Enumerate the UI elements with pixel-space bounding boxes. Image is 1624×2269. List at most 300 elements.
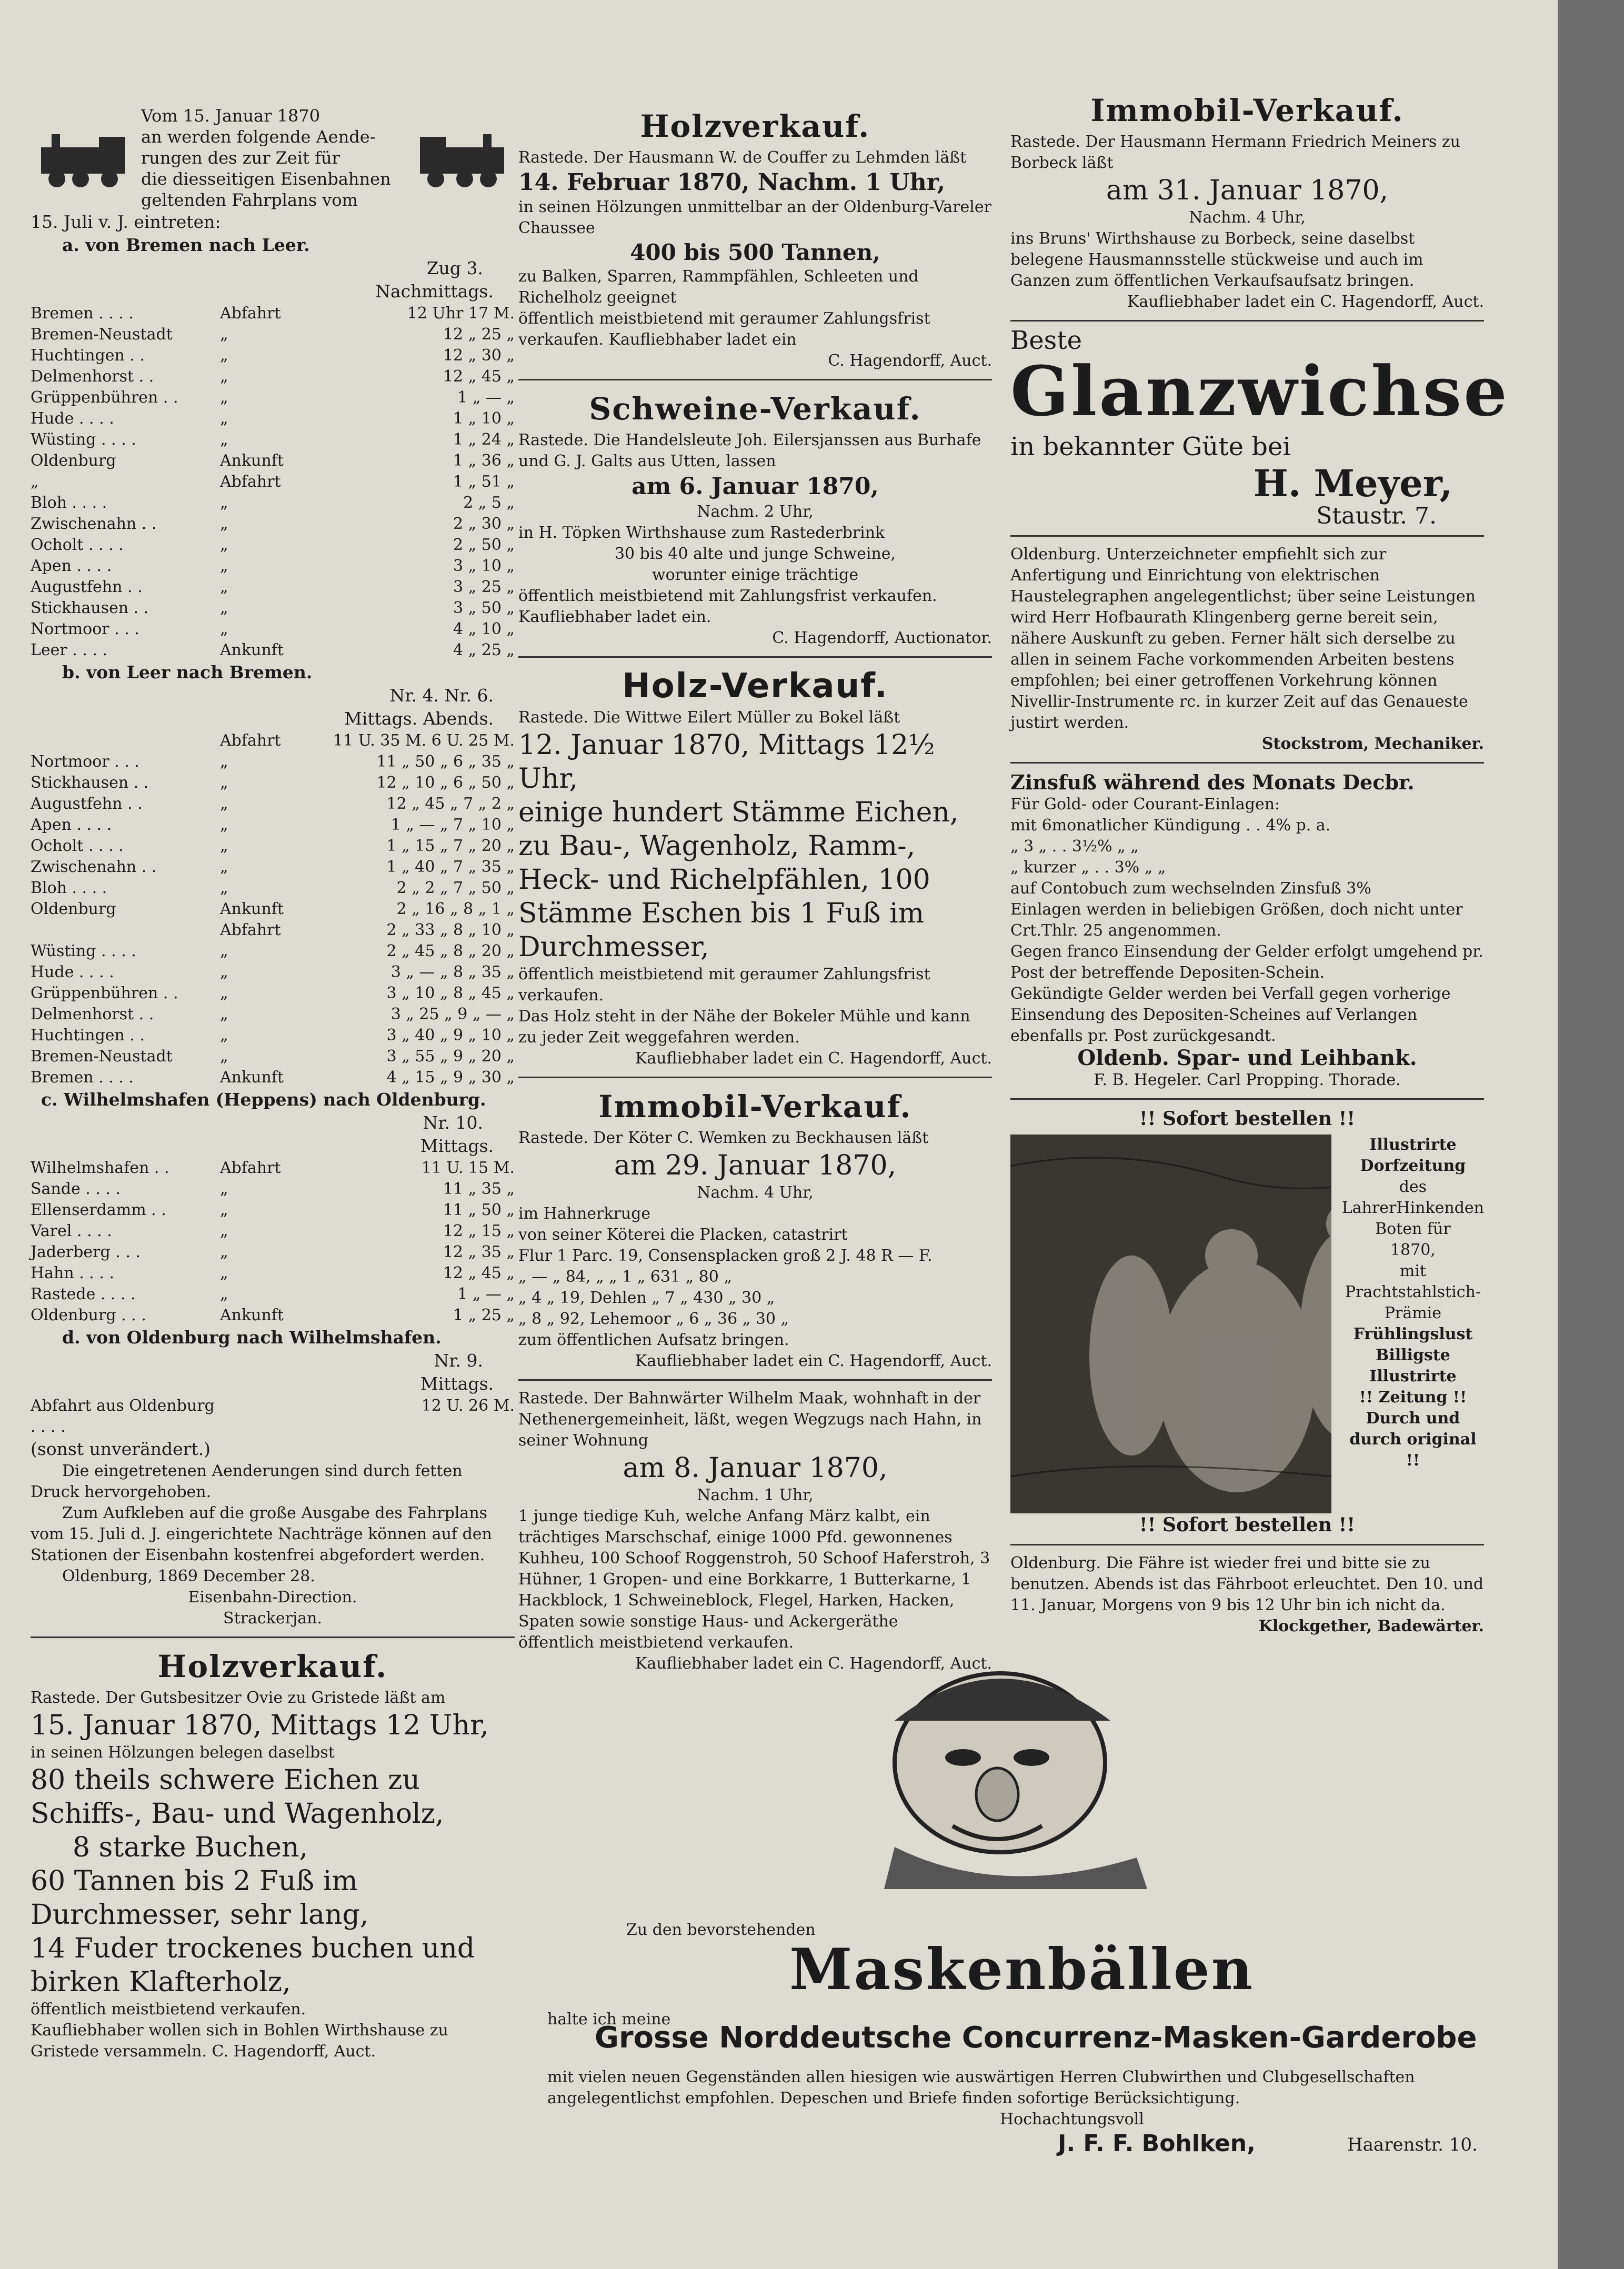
- table-cell: Nortmoor . . .: [31, 752, 139, 771]
- table-row: [31, 730, 515, 751]
- table-row: [31, 1158, 515, 1179]
- table-cell: 12 „ 45 „: [443, 1264, 515, 1282]
- table-cell: „: [220, 494, 228, 512]
- ad-title: Immobil-Verkauf.: [598, 1089, 912, 1125]
- note: (sonst unverändert.): [31, 1439, 211, 1459]
- ad-line: !! Zeitung !!: [1359, 1388, 1467, 1407]
- ad-line: zu Balken, Sparren, Rammpfählen, Schleeten und Richelholz geeignet: [518, 267, 919, 307]
- table-cell: [31, 730, 220, 751]
- ad-line: öffentlich meistbietend verkaufen.: [31, 2000, 306, 2019]
- ad-line: mit Prachtstahlstich-Prämie: [1345, 1262, 1481, 1322]
- ad-line: „ 3 „ . . 3½% „ „: [1010, 837, 1139, 856]
- merchant-name: H. Meyer,: [1253, 461, 1452, 505]
- ad-line: Billigste: [1376, 1346, 1450, 1364]
- table-cell: Abfahrt: [220, 473, 281, 491]
- table-cell: 4 „ 10 „: [453, 620, 515, 638]
- table-cell: 12 „ 45 „: [443, 367, 515, 386]
- ad-line: am 8. Januar 1870,: [623, 1452, 888, 1484]
- glanzwichse-heading: Glanzwichse: [1010, 351, 1509, 431]
- table-cell: „: [220, 752, 228, 771]
- ad-line: „ 8 „ 92, Lehemoor „ 6 „ 36 „ 30 „: [518, 1310, 789, 1328]
- ad-line: des: [1399, 1178, 1427, 1196]
- times-heads: Mittags. Abends.: [344, 708, 494, 729]
- ad-line: Nachm. 1 Uhr,: [697, 1486, 814, 1504]
- table-row: [31, 366, 515, 387]
- table-cell: „: [220, 963, 228, 981]
- locomotive-icon: [31, 126, 136, 189]
- table-cell: Hude . . . .: [31, 409, 114, 428]
- divider: [1010, 1098, 1484, 1100]
- table-row: [31, 878, 515, 899]
- table-cell: „: [220, 1047, 228, 1066]
- table-cell: 2 „ 5 „: [463, 494, 515, 512]
- ad-line: Illustrirte: [1369, 1136, 1457, 1154]
- table-cell: „: [220, 430, 228, 449]
- table-cell: 11 U. 15 M.: [421, 1159, 515, 1177]
- ad-line: Rastede. Der Hausmann W. de Couffer zu Lehmden läßt: [518, 148, 967, 167]
- divider: [518, 1077, 992, 1078]
- table-row: [31, 772, 515, 794]
- ad-line: Das Holz steht in der Nähe der Bokeler Mühle und kann zu jeder Zeit weggefahren werden.: [518, 1007, 970, 1047]
- table-cell: „: [220, 858, 228, 876]
- ad-line: Für Gold- oder Courant-Einlagen:: [1010, 795, 1280, 814]
- table-cell: 1 „ — „: [457, 1285, 515, 1303]
- ad-line: am 29. Januar 1870,: [614, 1150, 897, 1181]
- table-cell: „: [220, 346, 228, 365]
- table-row: [31, 577, 515, 598]
- table-cell: Zwischenahn . .: [31, 858, 157, 876]
- table-row: [31, 303, 515, 324]
- table-cell: „: [220, 557, 228, 575]
- table-cell: Zwischenahn . .: [31, 515, 157, 533]
- table-cell: „: [220, 942, 228, 960]
- ad-title: Holzverkauf.: [640, 108, 870, 144]
- table-row: [31, 1067, 515, 1088]
- ad-signature: Stockstrom, Mechaniker.: [1261, 735, 1484, 753]
- ad-line: in H. Töpken Wirthshause zum Rastederbrink: [518, 524, 885, 542]
- table-cell: Stickhausen . .: [31, 774, 149, 792]
- signature: Strackerjan.: [223, 1609, 322, 1628]
- table-cell: Ankunft: [220, 900, 284, 918]
- table-cell: Bloh . . . .: [31, 494, 107, 512]
- table-cell: 12 „ 15 „: [443, 1222, 515, 1240]
- table-cell: Bremen-Neustadt: [31, 325, 173, 344]
- maskenballen-heading: Maskenbällen: [789, 1936, 1255, 2003]
- garderobe-heading: Grosse Norddeutsche Concurrenz-Masken-Garderobe: [595, 2021, 1477, 2055]
- table-cell: Bremen . . . .: [31, 304, 134, 323]
- time-of-day: Nachmittags.: [375, 281, 494, 302]
- table-row: [31, 962, 515, 983]
- table-cell: Augustfehn . .: [31, 578, 143, 596]
- table-row: [31, 1395, 515, 1438]
- header-line: Vom 15. Januar 1870: [141, 106, 320, 126]
- table-cell: Ankunft: [220, 641, 284, 659]
- ad-line: 400 bis 500 Tannen,: [630, 239, 880, 265]
- route-a-heading: a. von Bremen nach Leer.: [62, 235, 310, 255]
- table-cell: Ankunft: [220, 1068, 284, 1087]
- ad-title: Holz-Verkauf.: [622, 667, 888, 706]
- bottom-line: mit vielen neuen Gegenständen allen hiesigen wie auswärtigen Herren Clubwirthen und Clubgesellschaften: [547, 2068, 1415, 2086]
- ad-line: Illustrirte: [1369, 1367, 1457, 1386]
- table-cell: Bremen . . . .: [31, 1068, 134, 1087]
- table-cell: 1 „ — „: [457, 388, 515, 407]
- column-3: [1010, 89, 1509, 1637]
- divider: [1010, 762, 1484, 764]
- table-cell: Oldenburg . . .: [31, 1306, 146, 1324]
- table-cell: Nortmoor . . .: [31, 620, 139, 638]
- table-cell: 2 „ 45 „ 8 „ 20 „: [386, 942, 515, 960]
- table-cell: „: [220, 1222, 228, 1240]
- table-row: [31, 836, 515, 857]
- ad-line: C. Hagendorff, Auctionator.: [772, 629, 992, 647]
- table-cell: „: [220, 816, 228, 834]
- table-cell: Huchtingen . .: [31, 346, 145, 365]
- header-line: geltenden Fahrplans vom: [141, 190, 358, 210]
- table-cell: Abfahrt: [220, 731, 281, 750]
- table-cell: „: [220, 515, 228, 533]
- table-cell: „: [220, 774, 228, 792]
- ad-line: öffentlich meistbietend mit geraumer Zahlungsfrist verkaufen. Kaufliebhaber ladet ein: [518, 309, 930, 349]
- order-now: !! Sofort bestellen !!: [1139, 1514, 1356, 1536]
- ad-line: LahrerHinkenden Boten für: [1341, 1199, 1484, 1238]
- timetable-header: [31, 105, 515, 210]
- table-cell: Delmenhorst . .: [31, 367, 154, 386]
- table-cell: „: [220, 795, 228, 813]
- table-row: [31, 556, 515, 577]
- ad-line: Nachm. 4 Uhr,: [1189, 208, 1306, 227]
- table-cell: Wüsting . . . .: [31, 942, 136, 960]
- ad-line: Gegen franco Einsendung der Gelder erfolgt umgehend pr. Post der betreffende Depositen-Schein.: [1010, 942, 1483, 982]
- table-cell: 1 „ 24 „: [453, 430, 515, 449]
- train-number: Nr. 10.: [423, 1112, 483, 1133]
- table-cell: 2 „ 2 „ 7 „ 50 „: [396, 879, 515, 897]
- ad-line: durch original !!: [1349, 1430, 1477, 1470]
- ad-line: öffentlich meistbietend mit geraumer Zahlungsfrist verkaufen.: [518, 965, 930, 1005]
- table-row: [31, 640, 515, 661]
- table-cell: „: [220, 879, 228, 897]
- table-cell: „: [220, 536, 228, 554]
- ad-line: Kaufliebhaber ladet ein C. Hagendorff, Auct.: [635, 1352, 992, 1370]
- table-cell: Augustfehn . .: [31, 795, 143, 813]
- table-cell: Ankunft: [220, 1306, 284, 1324]
- table-cell: 12 „ 35 „: [443, 1243, 515, 1261]
- ad-line: Flur 1 Parc. 19, Consensplacken groß 2 J. 48 R — F.: [518, 1247, 933, 1265]
- divider: [31, 1637, 515, 1638]
- table-row: [31, 815, 515, 836]
- ad-line: 1 junge tiedige Kuh, welche Anfang März kalbt, ein trächtiges Marschschaf, einige 1000 Pfd. gewonnenes Kuhheu, 100 Schoof Roggenstroh, 50 Schoof Haferstroh, 3 Hühner, 1 Gropen- und eine Borkkarre, 1 Butterkarne, 1 Hackblock, 1 Schweineblock, Flegel, Harken, Hacken, Spaten sowie sonstige Haus- und Ackergeräthe: [518, 1507, 990, 1631]
- bank-name: Oldenb. Spar- und Leihbank.: [1077, 1046, 1417, 1070]
- table-cell: „: [220, 1005, 228, 1023]
- ad-line: Dorfzeitung: [1360, 1157, 1466, 1175]
- table-row: [31, 1200, 515, 1221]
- table-cell: 3 „ 25 „ 9 „ — „: [390, 1005, 515, 1023]
- ad-line: 8 starke Buchen,: [73, 1832, 308, 1863]
- divider: [1010, 320, 1484, 322]
- table-cell: „: [220, 1243, 228, 1261]
- table-row: [31, 1284, 515, 1305]
- ad-line: Rastede. Die Handelsleute Joh. Eilersjanssen aus Burhafe und G. J. Galts aus Utten, lassen: [518, 431, 981, 470]
- direction: Eisenbahn-Direction.: [188, 1588, 357, 1607]
- table-row: [31, 535, 515, 556]
- time-of-day: Mittags.: [420, 1136, 494, 1156]
- table-cell: 2 „ 16 „ 8 „ 1 „: [396, 900, 515, 918]
- table-cell: „: [220, 1180, 228, 1198]
- table-cell: Abfahrt: [220, 921, 281, 939]
- ad-line: Oldenburg. Die Fähre ist wieder frei und bitte sie zu benutzen. Abends ist das Fährboot erleuchtet. Den 10. und 11. Januar, Morgens von 9 bis 12 Uhr bin ich nicht da.: [1010, 1554, 1484, 1614]
- table-cell: 1 „ — „ 7 „ 10 „: [390, 816, 515, 834]
- ad-line: 1870,: [1390, 1241, 1436, 1259]
- table-row: [31, 920, 515, 941]
- table-cell: 1 „ 10 „: [453, 409, 515, 428]
- divider: [1010, 535, 1484, 537]
- table-cell: 3 „ — „ 8 „ 35 „: [390, 963, 515, 981]
- table-cell: Sande . . . .: [31, 1180, 121, 1198]
- bottom-intro: Zu den bevorstehenden: [626, 1921, 816, 1939]
- table-cell: 12 „ 45 „ 7 „ 2 „: [386, 795, 515, 813]
- time-of-day: Mittags.: [420, 1373, 494, 1394]
- ad-line: Gekündigte Gelder werden bei Verfall gegen vorherige Einsendung des Depositen-Scheines auf Verlangen ebenfalls pr. Post zurückgesandt.: [1010, 985, 1451, 1045]
- timetable-b: [31, 730, 515, 1088]
- table-cell: Bloh . . . .: [31, 879, 107, 897]
- engraving-icon: [1010, 1134, 1331, 1513]
- ad-line: Kaufliebhaber ladet ein C. Hagendorff, Auct.: [1127, 293, 1484, 311]
- table-cell: 1 „ 15 „ 7 „ 20 „: [386, 837, 515, 855]
- table-row: [31, 751, 515, 772]
- table-cell: Ankunft: [220, 451, 284, 470]
- illustration: [1010, 1134, 1331, 1513]
- table-cell: Apen . . . .: [31, 816, 112, 834]
- address: Staustr. 7.: [1316, 503, 1437, 529]
- ad-line: 14 Fuder trockenes buchen und birken Klafterholz,: [31, 1933, 475, 1998]
- table-cell: Stickhausen . .: [31, 599, 149, 617]
- column-2: [518, 105, 992, 1674]
- bottom-line: Hochachtungsvoll: [1000, 2110, 1144, 2129]
- table-row: [31, 619, 515, 640]
- note: Zum Aufkleben auf die große Ausgabe des Fahrplans vom 15. Juli d. J. eingerichtete Nachträge können auf den Stationen der Eisenbahn kostenfrei abgefordert werden.: [31, 1504, 492, 1564]
- table-cell: Grüppenbühren . .: [31, 984, 178, 1002]
- route-b-heading: b. von Leer nach Bremen.: [62, 662, 313, 682]
- table-cell: Hude . . . .: [31, 963, 114, 981]
- ad-line: Rastede. Der Gutsbesitzer Ovie zu Gristede läßt am: [31, 1689, 446, 1707]
- ad-line: 30 bis 40 alte und junge Schweine,: [614, 545, 896, 563]
- table-cell: Jaderberg . . .: [31, 1243, 141, 1261]
- table-row: [31, 408, 515, 429]
- table-cell: „: [220, 1285, 228, 1303]
- table-row: [31, 794, 515, 815]
- ad-line: Kaufliebhaber ladet ein.: [518, 608, 711, 626]
- table-cell: „: [220, 367, 228, 386]
- ad-title: Immobil-Verkauf.: [1090, 93, 1404, 128]
- ad-line: C. Hagendorff, Auct.: [828, 352, 992, 370]
- divider: [518, 1379, 992, 1381]
- table-cell: [31, 920, 220, 941]
- ad-line: Kaufliebhaber ladet ein C. Hagendorff, Auct.: [635, 1654, 992, 1673]
- table-row: [31, 1305, 515, 1326]
- table-cell: Abfahrt: [220, 1159, 281, 1177]
- ad-line: in bekannter Güte bei: [1010, 432, 1291, 461]
- table-cell: 12 „ 10 „ 6 „ 50 „: [376, 774, 515, 792]
- table-cell: 12 „ 25 „: [443, 325, 515, 344]
- ad-line: „ 4 „ 19, Dehlen „ 7 „ 430 „ 30 „: [518, 1289, 775, 1307]
- table-cell: Rastede . . . .: [31, 1285, 136, 1303]
- ad-line: Beste: [1010, 326, 1082, 355]
- dorfzeitung-ad: [1010, 1134, 1484, 1513]
- ad-line: von seiner Köterei die Placken, catastrirt: [518, 1226, 848, 1244]
- caricature-icon: [863, 1658, 1158, 1900]
- table-cell: 3 „ 50 „: [453, 599, 515, 617]
- ad-line: auf Contobuch zum wechselnden Zinsfuß 3%: [1010, 879, 1371, 898]
- table-row: [31, 598, 515, 619]
- locomotive-icon: [409, 126, 515, 189]
- ad-line: 14. Februar 1870, Nachm. 1 Uhr,: [518, 169, 946, 196]
- header-line: an werden folgende Aende-: [141, 127, 376, 147]
- table-cell: 12 „ 30 „: [443, 346, 515, 365]
- table-cell: Delmenhorst . .: [31, 1005, 154, 1023]
- table-row: [31, 471, 515, 493]
- ad-title: Schweine-Verkauf.: [589, 391, 921, 427]
- timetable-a: [31, 303, 515, 661]
- table-row: [31, 899, 515, 920]
- table-cell: 11 U. 35 M. 6 U. 25 M.: [333, 731, 515, 750]
- table-cell: Leer . . . .: [31, 641, 108, 659]
- ad-line: 15. Januar 1870, Mittags 12 Uhr,: [31, 1710, 489, 1741]
- ad-line: Rastede. Der Köter C. Wemken zu Beckhausen läßt: [518, 1129, 929, 1147]
- ad-line: Rastede. Die Wittwe Eilert Müller zu Bokel läßt: [518, 708, 900, 727]
- divider: [518, 379, 992, 380]
- ad-line: öffentlich meistbietend verkaufen.: [518, 1633, 794, 1652]
- ad-line: in seinen Hölzungen belegen daselbst: [31, 1743, 335, 1762]
- table-cell: Oldenburg: [31, 451, 116, 470]
- address: Haarenstr. 10.: [1347, 2134, 1478, 2155]
- table-cell: 1 „ 25 „: [453, 1306, 515, 1324]
- table-cell: Grüppenbühren . .: [31, 388, 178, 407]
- table-row: [31, 857, 515, 878]
- ad-line: Nachm. 2 Uhr,: [697, 503, 814, 521]
- route-d-heading: d. von Oldenburg nach Wilhelmshafen.: [62, 1327, 442, 1348]
- table-cell: 2 „ 50 „: [453, 536, 515, 554]
- ad-line: Kaufliebhaber wollen sich in Bohlen Wirthshause zu Gristede versammeln. C. Hagendorff, Auct.: [31, 2021, 448, 2061]
- table-cell: 3 „ 40 „ 9 „ 10 „: [386, 1026, 515, 1045]
- ad-line: Kaufliebhaber ladet ein C. Hagendorff, Auct.: [635, 1049, 992, 1068]
- ad-signature: Klockgether, Badewärter.: [1258, 1617, 1484, 1635]
- ad-line: Oldenburg. Unterzeichneter empfiehlt sich zur Anfertigung und Einrichtung von elektrischen Haustelegraphen angelegentlichst; über seine Leistungen wird Herr Hofbaurath Klingenberg gerne bereit sein, nähere Auskunft zu geben. Ferner hält sich derselbe zu allen in seinem Fache vorkommenden Arbeiten bestens empfohlen; bei einer getroffenen Vorkehrung können Nivellir-Instrumente rc. in kurzer Zeit auf das Genaueste justirt werden.: [1010, 545, 1476, 732]
- table-cell: „: [220, 1026, 228, 1045]
- ad-line: Rastede. Der Hausmann Hermann Friedrich Meiners zu Borbeck läßt: [1010, 133, 1460, 172]
- table-cell: „: [220, 837, 228, 855]
- ad-line: „ — „ 84, „ „ 1 „ 631 „ 80 „: [518, 1268, 732, 1286]
- ad-line: 80 theils schwere Eichen zu Schiffs-, Bau- und Wagenholz,: [31, 1764, 444, 1830]
- ad-line: Durch und: [1366, 1409, 1460, 1428]
- table-cell: „: [220, 599, 228, 617]
- table-row: [31, 493, 515, 514]
- table-row: [31, 345, 515, 366]
- table-row: [31, 1004, 515, 1025]
- ad-line: worunter einige trächtige: [651, 566, 859, 584]
- header-line: die diesseitigen Eisenbahnen: [141, 169, 391, 189]
- table-row: [31, 983, 515, 1004]
- table-cell: Wüsting . . . .: [31, 430, 136, 449]
- header-line: rungen des zur Zeit für: [141, 148, 340, 168]
- table-cell: „: [220, 388, 228, 407]
- bank-signatures: F. B. Hegeler. Carl Propping. Thorade.: [1094, 1071, 1401, 1089]
- table-cell: Hahn . . . .: [31, 1264, 114, 1282]
- table-cell: Bremen-Neustadt: [31, 1047, 173, 1066]
- table-row: [31, 1046, 515, 1067]
- ad-line: am 6. Januar 1870,: [631, 473, 879, 500]
- ad-line: öffentlich meistbietend mit Zahlungsfrist verkaufen.: [518, 587, 937, 605]
- table-cell: 11 „ 50 „: [443, 1201, 515, 1219]
- divider: [1010, 1544, 1484, 1545]
- table-cell: 4 „ 25 „: [453, 641, 515, 659]
- table-cell: Wilhelmshafen . .: [31, 1159, 169, 1177]
- ad-line: „ kurzer „ . . 3% „ „: [1010, 858, 1166, 877]
- ad-line: Rastede. Der Bahnwärter Wilhelm Maak, wohnhaft in der Nethenergemeinheit, läßt, wegen Wegzugs nach Hahn, in seiner Wohnung: [518, 1389, 982, 1450]
- table-cell: 1 „ 36 „: [453, 451, 515, 470]
- table-cell: Ellenserdamm . .: [31, 1201, 166, 1219]
- route-c-heading: c. Wilhelmshafen (Heppens) nach Oldenburg.: [41, 1089, 486, 1110]
- train-numbers: Nr. 4. Nr. 6.: [389, 685, 494, 706]
- table-row: [31, 1221, 515, 1242]
- table-cell: 11 „ 50 „ 6 „ 35 „: [376, 752, 515, 771]
- ad-line: Nachm. 4 Uhr,: [697, 1183, 814, 1202]
- ad-title: Zinsfuß während des Monats Decbr.: [1010, 770, 1415, 794]
- table-cell: „: [31, 473, 39, 491]
- page-edge: [1558, 0, 1624, 2269]
- table-cell: Ocholt . . . .: [31, 837, 124, 855]
- table-cell: „: [220, 984, 228, 1002]
- zug-number: Zug 3.: [426, 258, 483, 278]
- ad-line: 12. Januar 1870, Mittags 12½ Uhr,: [518, 729, 935, 795]
- table-cell: „: [220, 620, 228, 638]
- note: Die eingetretenen Aenderungen sind durch fetten Druck hervorgehoben.: [31, 1462, 463, 1501]
- table-cell: 2 „ 30 „: [453, 515, 515, 533]
- ad-title: Holzverkauf.: [157, 1649, 388, 1684]
- dorfzeitung-text: [1342, 1134, 1484, 1513]
- ad-line: 60 Tannen bis 2 Fuß im Durchmesser, sehr lang,: [31, 1865, 369, 1931]
- table-cell: Oldenburg: [31, 900, 116, 918]
- table-cell: Huchtingen . .: [31, 1026, 145, 1045]
- table-cell: 3 „ 10 „ 8 „ 45 „: [386, 984, 515, 1002]
- table-cell: 1 „ 40 „ 7 „ 35 „: [386, 858, 515, 876]
- ad-line: mit 6monatlicher Kündigung . . 4% p. a.: [1010, 816, 1331, 835]
- ad-line: zum öffentlichen Aufsatz bringen.: [518, 1331, 789, 1349]
- table-cell: Abfahrt aus Oldenburg . . . .: [31, 1397, 215, 1436]
- ad-line: in seinen Hölzungen unmittelbar an der Oldenburg-Vareler Chaussee: [518, 198, 991, 237]
- bottom-line: angelegentlichst empfohlen. Depeschen und Briefe finden sofortige Berücksichtigung.: [547, 2089, 1240, 2107]
- table-cell: 12 Uhr 17 M.: [407, 304, 515, 323]
- train-number: Nr. 9.: [434, 1350, 483, 1371]
- table-cell: 11 „ 35 „: [443, 1180, 515, 1198]
- table-cell: Varel . . . .: [31, 1222, 112, 1240]
- table-cell: Ocholt . . . .: [31, 536, 124, 554]
- column-1: [31, 105, 515, 2062]
- table-cell: 2 „ 33 „ 8 „ 10 „: [386, 921, 515, 939]
- ad-line: ins Bruns' Wirthshause zu Borbeck, seine daselbst belegene Hausmannsstelle stückweise und auch im Ganzen zum öffentlichen Verkaufsaufsatz bringen.: [1010, 229, 1423, 290]
- table-row: [31, 514, 515, 535]
- bottom-line: halte ich meine: [547, 2010, 671, 2029]
- ad-line: einige hundert Stämme Eichen, zu Bau-, Wagenholz, Ramm-, Heck- und Richelpfählen, 100 Stämme Eschen bis 1 Fuß im Durchmesser,: [518, 797, 959, 963]
- date-line: Oldenburg, 1869 December 28.: [62, 1567, 315, 1585]
- ad-line: am 31. Januar 1870,: [1106, 175, 1389, 206]
- table-row: [31, 324, 515, 345]
- table-row: [31, 387, 515, 408]
- ad-line: im Hahnerkruge: [518, 1204, 651, 1223]
- timetable-c: [31, 1158, 515, 1326]
- table-cell: Apen . . . .: [31, 557, 112, 575]
- table-row: [31, 429, 515, 450]
- table-cell: [220, 1395, 309, 1438]
- table-cell: 1 „ 51 „: [453, 473, 515, 491]
